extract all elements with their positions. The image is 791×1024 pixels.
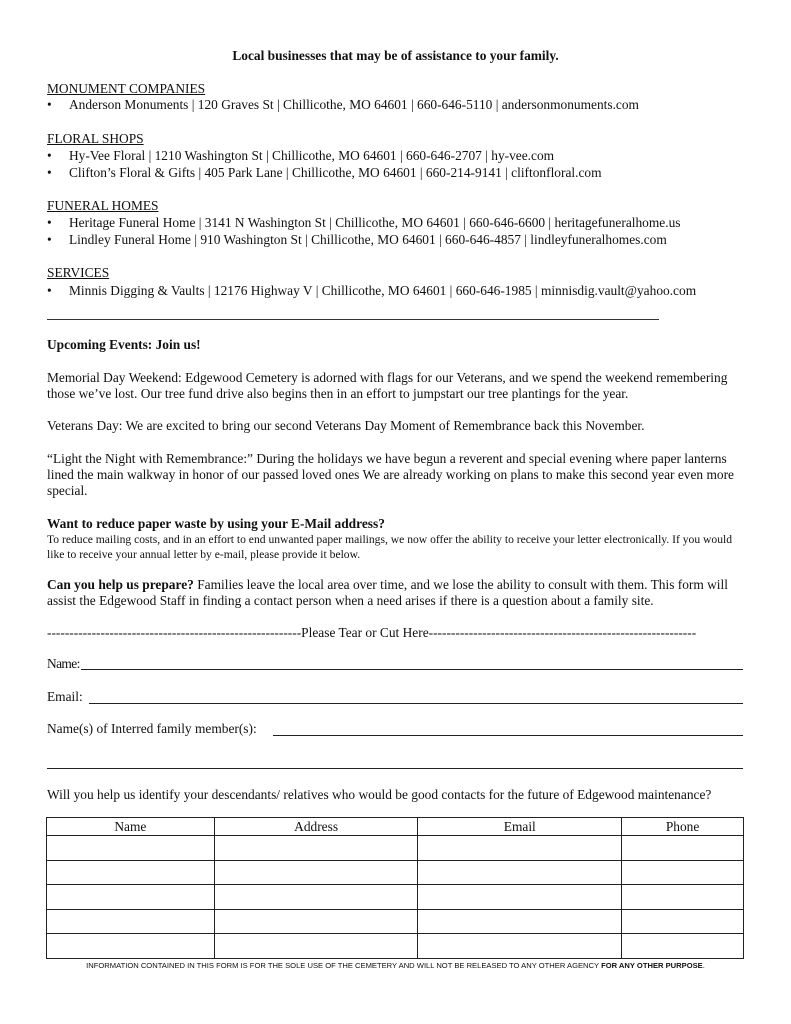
descendants-question: Will you help us identify your descendants/ relatives who would be good contacts for the future of Edgewood maintenance? xyxy=(47,787,712,802)
contacts-table xyxy=(46,817,744,959)
list-item: • Minnis Digging & Vaults | 12176 Highway V | Chillicothe, MO 64601 | 660-646-1985 | minnisdig.vault@yahoo.com xyxy=(47,283,697,298)
bullet-icon: • xyxy=(47,283,52,298)
column-header-name: Name xyxy=(47,818,215,836)
divider xyxy=(47,319,659,320)
events-heading: Upcoming Events: Join us! xyxy=(47,337,201,352)
table-cell[interactable] xyxy=(418,909,622,934)
bullet-icon: • xyxy=(47,165,52,180)
memorial-day-paragraph: Memorial Day Weekend: Edgewood Cemetery is adorned with flags for our Veterans, and we spend the weekend remembering those we’ve lost. Our tree fund drive also begins then in an effort to jumpstart our tree plantings for the year. xyxy=(47,370,728,401)
name-field[interactable] xyxy=(81,669,743,670)
table-row xyxy=(47,860,744,885)
interred-field[interactable] xyxy=(273,735,743,736)
table-cell[interactable] xyxy=(418,934,622,959)
table-cell[interactable] xyxy=(214,836,418,861)
table-cell[interactable] xyxy=(622,860,744,885)
table-cell[interactable] xyxy=(214,909,418,934)
table-row xyxy=(47,934,744,959)
table-cell[interactable] xyxy=(214,934,418,959)
section-heading-monument: MONUMENT COMPANIES xyxy=(47,81,206,96)
light-the-night-paragraph: “Light the Night with Remembrance:” During the holidays we have begun a reverent and special evening where paper lanterns lined the main walkway in honor of our passed loved ones We are already working on plans to make this second year even more special. xyxy=(47,451,734,498)
section-heading-funeral: FUNERAL HOMES xyxy=(47,198,159,213)
list-item: • Anderson Monuments | 120 Graves St | Chillicothe, MO 64601 | 660-646-5110 | andersonmonuments.com xyxy=(47,97,639,112)
table-cell[interactable] xyxy=(47,860,215,885)
prepare-paragraph xyxy=(47,577,747,609)
tear-line: ---------------------------------------------------------Please Tear or Cut Here------------------------------------------------------------ xyxy=(47,625,697,640)
table-row xyxy=(47,836,744,861)
table-cell[interactable] xyxy=(418,836,622,861)
interred-field-continued[interactable] xyxy=(47,768,743,769)
email-field[interactable] xyxy=(89,703,743,704)
table-cell[interactable] xyxy=(214,885,418,910)
table-row xyxy=(47,885,744,910)
bullet-icon: • xyxy=(47,215,52,230)
table-row xyxy=(47,909,744,934)
table-cell[interactable] xyxy=(47,909,215,934)
table-cell[interactable] xyxy=(47,836,215,861)
name-label: Name: xyxy=(47,656,80,671)
table-cell[interactable] xyxy=(622,885,744,910)
table-header-row xyxy=(47,818,744,836)
table-cell[interactable] xyxy=(47,934,215,959)
email-paragraph: To reduce mailing costs, and in an effort to end unwanted paper mailings, we now offer the ability to receive your letter electronically. If you would like to receive your annual letter by e-mail, please provide it below. xyxy=(47,533,733,561)
table-cell[interactable] xyxy=(418,885,622,910)
table-cell[interactable] xyxy=(622,934,744,959)
table-cell[interactable] xyxy=(622,836,744,861)
interred-label: Name(s) of Interred family member(s): xyxy=(47,721,257,736)
section-heading-services: SERVICES xyxy=(47,265,110,280)
table-cell[interactable] xyxy=(214,860,418,885)
footer-disclaimer: INFORMATION CONTAINED IN THIS FORM IS FOR THE SOLE USE OF THE CEMETERY AND WILL NOT BE RELEASED TO ANY OTHER AGENCY FOR ANY OTHER PURPOSE. xyxy=(86,961,705,970)
prepare-lead: Can you help us prepare? xyxy=(47,577,194,592)
list-item: • Heritage Funeral Home | 3141 N Washington St | Chillicothe, MO 64601 | 660-646-6600 | heritagefuneralhome.us xyxy=(47,215,681,230)
list-item: • Hy-Vee Floral | 1210 Washington St | Chillicothe, MO 64601 | 660-646-2707 | hy-vee.com xyxy=(47,148,555,163)
table-cell[interactable] xyxy=(47,885,215,910)
veterans-day-paragraph: Veterans Day: We are excited to bring our second Veterans Day Moment of Remembrance back this November. xyxy=(47,418,645,433)
page-title: Local businesses that may be of assistance to your family. xyxy=(232,48,559,63)
column-header-phone: Phone xyxy=(622,818,744,836)
section-heading-floral: FLORAL SHOPS xyxy=(47,131,144,146)
bullet-icon: • xyxy=(47,97,52,112)
bullet-icon: • xyxy=(47,148,52,163)
email-heading: Want to reduce paper waste by using your E-Mail address? xyxy=(47,516,385,531)
column-header-address: Address xyxy=(214,818,418,836)
list-item: • Clifton’s Floral & Gifts | 405 Park Lane | Chillicothe, MO 64601 | 660-214-9141 | cliftonfloral.com xyxy=(47,165,602,180)
bullet-icon: • xyxy=(47,232,52,247)
column-header-email: Email xyxy=(418,818,622,836)
table-cell[interactable] xyxy=(622,909,744,934)
table-cell[interactable] xyxy=(418,860,622,885)
list-item: • Lindley Funeral Home | 910 Washington St | Chillicothe, MO 64601 | 660-646-4857 | lindleyfuneralhomes.com xyxy=(47,232,667,247)
email-label: Email: xyxy=(47,689,83,704)
prepare-body: Families leave the local area over time, and we lose the ability to consult with them. This form will assist the Edgewood Staff in finding a contact person when a need arises if there is a question about a family site. xyxy=(47,577,728,608)
